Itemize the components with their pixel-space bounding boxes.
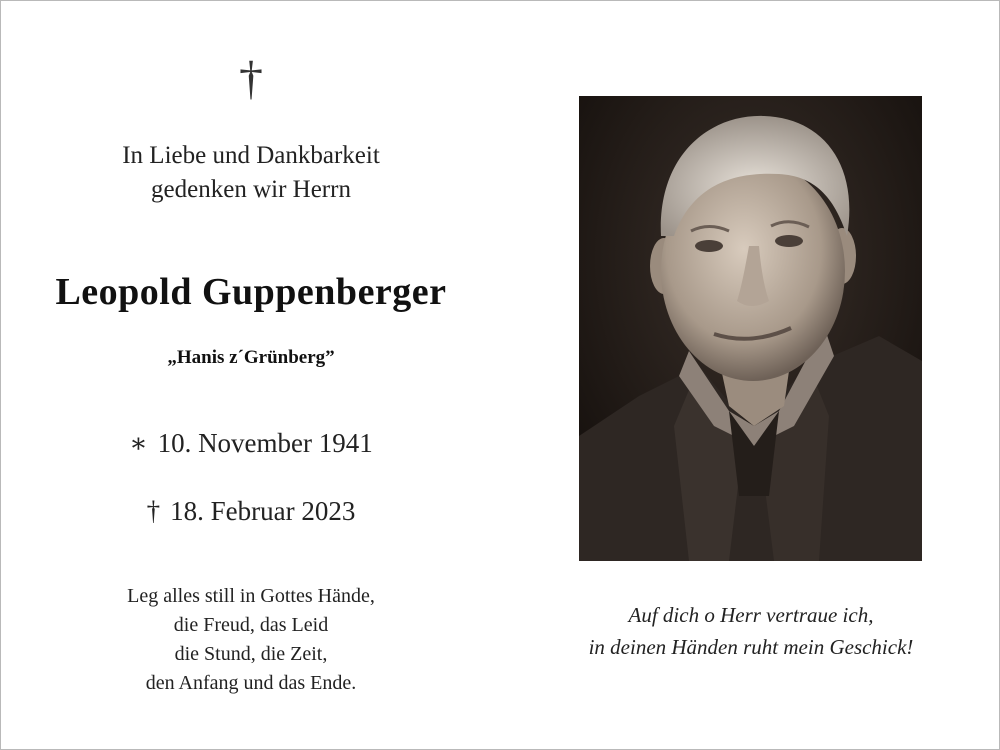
intro-line-2: gedenken wir Herrn — [151, 176, 351, 203]
verse-right — [501, 599, 1000, 663]
birth-date: 10. November 1941 — [157, 428, 373, 458]
intro-text — [1, 139, 501, 207]
verse-left-line: Leg alles still in Gottes Hände, — [127, 585, 375, 607]
birth-date-line — [1, 426, 501, 460]
deceased-name: Leopold Guppenberger — [55, 271, 447, 313]
portrait-illustration — [579, 96, 922, 561]
death-date-line — [1, 494, 501, 528]
birth-star-icon: ∗ — [129, 428, 148, 458]
verse-left-line: den Anfang und das Ende. — [145, 672, 357, 694]
cross-icon: † — [239, 52, 263, 105]
portrait-photo — [579, 96, 922, 561]
death-cross-icon: † — [146, 496, 161, 526]
verse-left-line: die Stund, die Zeit, — [174, 643, 328, 665]
left-panel — [1, 1, 501, 749]
verse-left — [1, 582, 501, 698]
nickname: „Hanis z´Grünberg” — [167, 347, 335, 368]
verse-right-line: Auf dich o Herr vertraue ich, — [628, 603, 874, 627]
verse-left-line: die Freud, das Leid — [173, 614, 329, 636]
verse-right-line: in deinen Händen ruht mein Geschick! — [588, 635, 914, 659]
death-date: 18. Februar 2023 — [170, 496, 356, 526]
intro-line-1: In Liebe und Dankbarkeit — [122, 142, 380, 169]
